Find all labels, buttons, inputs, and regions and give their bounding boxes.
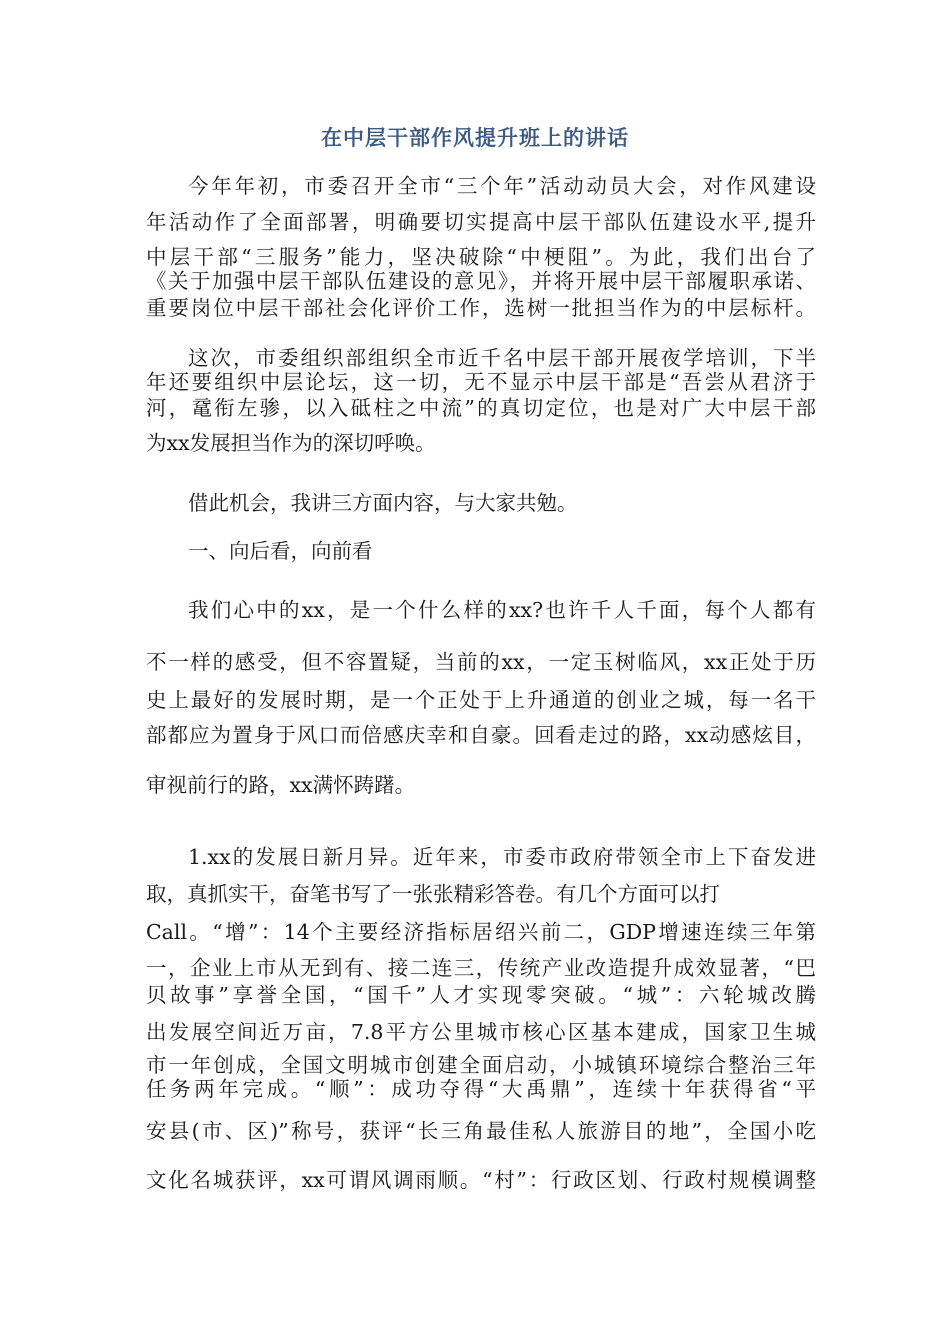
paragraph-line: 中层干部“三服务”能力，坚决破除“中梗阻”。为此，我们出台了 <box>146 245 816 269</box>
paragraph-line: 重要岗位中层干部社会化评价工作，选树一批担当作为的中层标杆。 <box>146 296 816 320</box>
paragraph-line: 审视前行的路，xx满怀踌躇。 <box>146 773 416 797</box>
paragraph-line: 我们心中的xx，是一个什么样的xx?也许千人千面，每个人都有 <box>188 598 816 622</box>
paragraph-line: 出发展空间近万亩，7.8平方公里城市核心区基本建成，国家卫生城 <box>146 1020 816 1044</box>
paragraph-line: 借此机会，我讲三方面内容，与大家共勉。 <box>188 491 578 515</box>
paragraph-line: 市一年创成，全国文明城市创建全面启动，小城镇环境综合整治三年 <box>146 1053 816 1077</box>
paragraph-line: 贝故事”享誉全国，“国千”人才实现零突破。“城”：六轮城改腾 <box>146 983 816 1007</box>
paragraph-line: 为xx发展担当作为的深切呼唤。 <box>146 431 436 455</box>
document-title: 在中层干部作风提升班上的讲话 <box>321 126 629 150</box>
paragraph-line: 年还要组织中层论坛，这一切，无不显示中层干部是“吾尝从君济于 <box>146 370 816 394</box>
paragraph-line: 取，真抓实干，奋笔书写了一张张精彩答卷。有几个方面可以打 <box>146 882 720 906</box>
paragraph-line: 任务两年完成。“顺”：成功夺得“大禹鼎”，连续十年获得省“平 <box>146 1077 816 1101</box>
paragraph-line: 年活动作了全面部署，明确要切实提高中层干部队伍建设水平,提升 <box>146 210 816 234</box>
paragraph-line: 一，企业上市从无到有、接二连三，传统产业改造提升成效显著，“巴 <box>146 956 816 980</box>
paragraph-line: 部都应为置身于风口而倍感庆幸和自豪。回看走过的路，xx动感炫目， <box>146 723 816 747</box>
paragraph-line: 安县(市、区)”称号，获评“长三角最佳私人旅游目的地”，全国小吃 <box>146 1119 816 1143</box>
section-heading: 一、向后看，向前看 <box>188 539 373 563</box>
paragraph-line: 文化名城获评，xx可谓风调雨顺。“村”：行政区划、行政村规模调整 <box>146 1168 816 1192</box>
paragraph-line: 这次，市委组织部组织全市近千名中层干部开展夜学培训，下半 <box>188 346 816 370</box>
paragraph-line: 不一样的感受，但不容置疑，当前的xx，一定玉树临风，xx正处于历 <box>146 650 816 674</box>
paragraph-line: 河，鼋衔左骖，以入砥柱之中流”的真切定位，也是对广大中层干部 <box>146 396 816 420</box>
paragraph-line: 史上最好的发展时期，是一个正处于上升通道的创业之城，每一名干 <box>146 688 816 712</box>
paragraph-line: 1.xx的发展日新月异。近年来，市委市政府带领全市上下奋发进 <box>188 845 816 869</box>
paragraph-line: 《关于加强中层干部队伍建设的意见》，并将开展中层干部履职承诺、 <box>146 269 816 293</box>
paragraph-line: 今年年初，市委召开全市“三个年”活动动员大会，对作风建设 <box>188 174 816 198</box>
paragraph-line: Call。“增”：14个主要经济指标居绍兴前二，GDP增速连续三年第 <box>146 920 816 944</box>
